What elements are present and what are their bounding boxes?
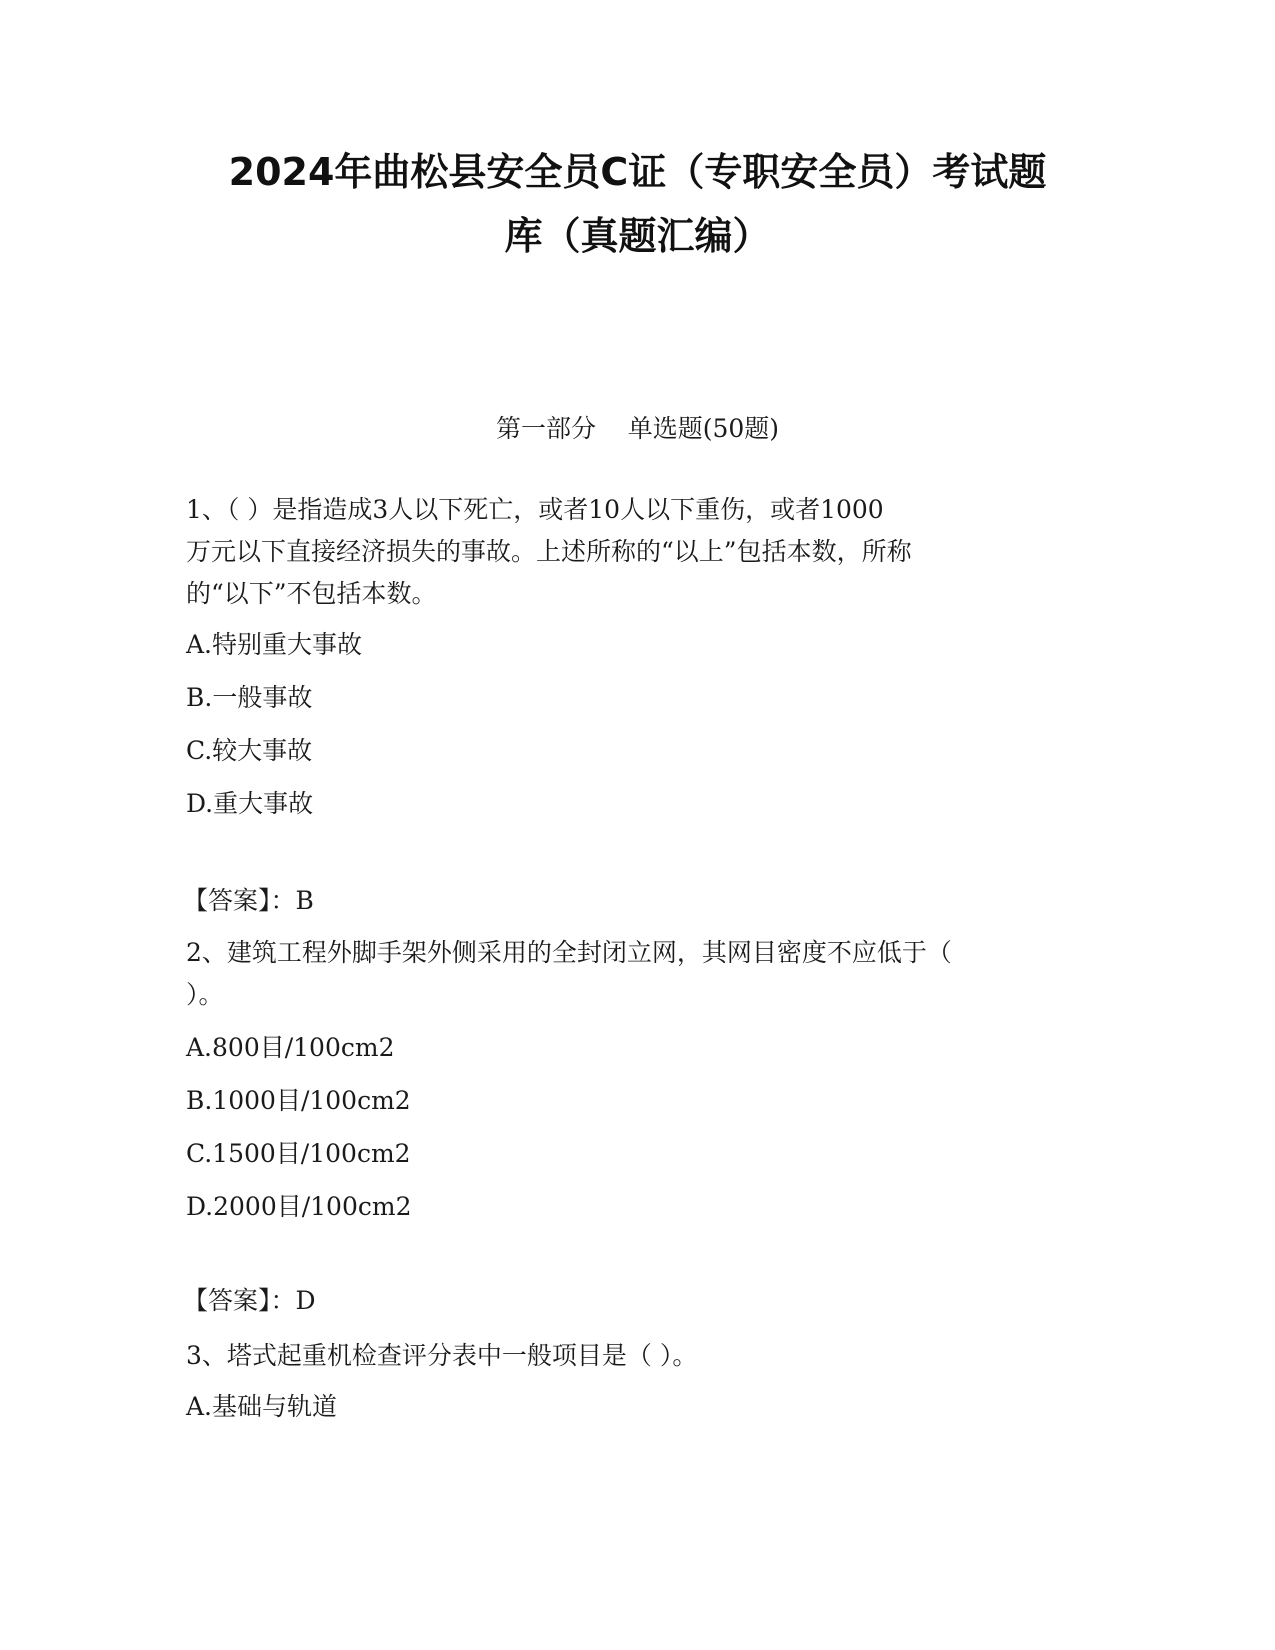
question-1-line-2: 万元以下直接经济损失的事故。上述所称的“以上”包括本数，所称 — [186, 537, 912, 566]
question-3-option-a: A.基础与轨道 — [186, 1392, 338, 1421]
document-title — [150, 140, 1125, 268]
question-2-answer: 【答案】：D — [183, 1286, 316, 1315]
question-2-line-1: 2、建筑工程外脚手架外侧采用的全封闭立网，其网目密度不应低于（ — [186, 938, 952, 967]
question-1-option-b: B.一般事故 — [186, 683, 313, 712]
question-2-line-2: ）。 — [186, 980, 224, 1009]
question-1-line-1: 1、（ ）是指造成3人以下死亡，或者10人以下重伤，或者1000 — [186, 495, 884, 524]
question-1-line-3: 的“以下”不包括本数。 — [186, 579, 437, 608]
question-1-option-c: C.较大事故 — [186, 736, 313, 765]
question-1-answer: 【答案】：B — [183, 886, 314, 915]
title-line-1: 2024年曲松县安全员C证（专职安全员）考试题 — [228, 150, 1047, 194]
section-heading: 第一部分 单选题(50题) — [495, 414, 780, 443]
question-2-option-d: D.2000目/100cm2 — [186, 1192, 412, 1221]
question-2-option-b: B.1000目/100cm2 — [186, 1086, 411, 1115]
question-1-option-d: D.重大事故 — [186, 789, 314, 818]
title-line-2: 库（真题汇编） — [504, 214, 771, 258]
question-2-option-c: C.1500目/100cm2 — [186, 1139, 411, 1168]
question-3-line-1: 3、塔式起重机检查评分表中一般项目是（ ）。 — [186, 1341, 698, 1370]
question-2-option-a: A.800目/100cm2 — [186, 1033, 395, 1062]
question-1-option-a: A.特别重大事故 — [186, 630, 363, 659]
